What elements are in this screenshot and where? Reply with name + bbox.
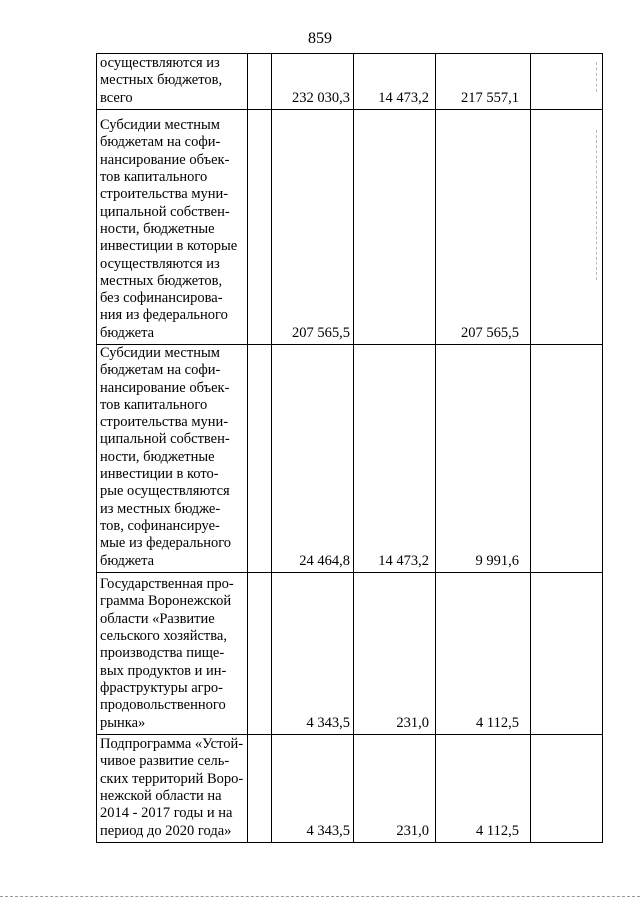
page-number: 859 xyxy=(308,30,332,47)
row-name-cell: Субсидии местным бюджетам на софи- нансирование объек- тов капитального строительства муни- ципальной собствен- ности, бюджетные инвестиции в кото- рые осуществляются из местных бюдже- тов, софинансируе- мые из федерального бюджета xyxy=(97,345,248,573)
table-row xyxy=(97,345,603,573)
table-row xyxy=(97,54,603,110)
row-name-cell: Подпрограмма «Устой- чивое развитие сель- ских территорий Воро- нежской области на 2014 - 2017 годы и на период до 2020 года» xyxy=(97,734,248,842)
federal-amount-cell: 231,0 xyxy=(354,572,436,734)
regional-amount-cell: 207 565,5 xyxy=(436,110,531,345)
scan-margin-mark xyxy=(596,130,597,280)
table-row xyxy=(97,734,603,842)
scan-margin-mark xyxy=(596,62,597,92)
regional-amount-cell: 4 112,5 xyxy=(436,734,531,842)
scan-bottom-edge xyxy=(0,896,640,897)
empty-column-cell xyxy=(531,572,603,734)
row-name-cell: Государственная про- грамма Воронежской области «Развитие сельского хозяйства, производства пище- вых продуктов и ин- фраструктуры агро- продовольственного рынка» xyxy=(97,572,248,734)
empty-column-cell xyxy=(248,54,272,110)
federal-amount-cell: 231,0 xyxy=(354,734,436,842)
federal-amount-cell: 14 473,2 xyxy=(354,345,436,573)
regional-amount-cell: 9 991,6 xyxy=(436,345,531,573)
budget-table xyxy=(96,53,603,843)
row-name-cell: осуществляются из местных бюджетов, всего xyxy=(97,54,248,110)
federal-amount-cell xyxy=(354,110,436,345)
federal-amount-cell: 14 473,2 xyxy=(354,54,436,110)
empty-column-cell xyxy=(531,734,603,842)
total-amount-cell: 4 343,5 xyxy=(272,734,354,842)
regional-amount-cell: 4 112,5 xyxy=(436,572,531,734)
total-amount-cell: 4 343,5 xyxy=(272,572,354,734)
total-amount-cell: 232 030,3 xyxy=(272,54,354,110)
table-row xyxy=(97,110,603,345)
total-amount-cell: 207 565,5 xyxy=(272,110,354,345)
empty-column-cell xyxy=(248,572,272,734)
empty-column-cell xyxy=(531,345,603,573)
row-name-cell: Субсидии местным бюджетам на софи- нансирование объек- тов капитального строительства муни- ципальной собствен- ности, бюджетные инвестиции в которые осуществляются из местных бюджетов, без софинансирова- ния из федерального бюджета xyxy=(97,110,248,345)
table-row xyxy=(97,572,603,734)
total-amount-cell: 24 464,8 xyxy=(272,345,354,573)
empty-column-cell xyxy=(248,110,272,345)
regional-amount-cell: 217 557,1 xyxy=(436,54,531,110)
empty-column-cell xyxy=(248,734,272,842)
empty-column-cell xyxy=(531,54,603,110)
empty-column-cell xyxy=(248,345,272,573)
empty-column-cell xyxy=(531,110,603,345)
